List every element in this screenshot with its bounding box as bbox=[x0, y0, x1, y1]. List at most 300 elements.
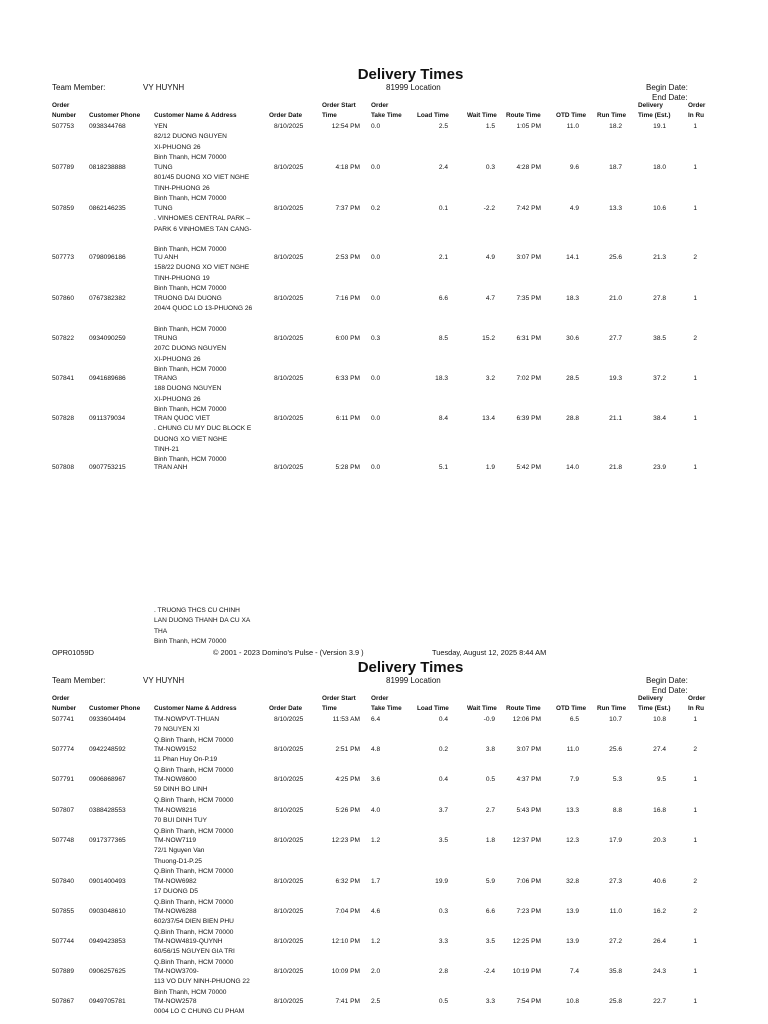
team-member-label-2: Team Member: bbox=[52, 676, 106, 685]
delivery-time: 9.5 bbox=[656, 776, 666, 783]
orders-in-run: 1 bbox=[693, 807, 697, 814]
col2-delivery-1: Delivery bbox=[638, 695, 663, 702]
order-number: 507791 bbox=[52, 776, 75, 783]
delivery-time: 27.8 bbox=[653, 295, 666, 302]
delivery-time: 22.7 bbox=[653, 998, 666, 1005]
col2-order-take-2: Take Time bbox=[371, 705, 402, 712]
orders-in-run: 1 bbox=[693, 123, 697, 130]
delivery-time: 24.3 bbox=[653, 968, 666, 975]
customer-name-address bbox=[154, 715, 233, 746]
customer-phone: 0933604494 bbox=[89, 716, 126, 723]
address-line: TUNG bbox=[154, 205, 173, 212]
customer-name-address bbox=[154, 775, 233, 806]
order-start-time: 4:25 PM bbox=[335, 776, 360, 783]
order-date: 8/10/2025 bbox=[274, 746, 304, 753]
otd-time: 18.3 bbox=[566, 295, 579, 302]
printed-timestamp: Tuesday, August 12, 2025 8:44 AM bbox=[432, 648, 547, 657]
customer-name-address bbox=[154, 997, 244, 1018]
col-otd-time: OTD Time bbox=[556, 112, 587, 119]
address-line: TU ANH bbox=[154, 254, 179, 261]
address-line: TM-NOW7119 bbox=[154, 837, 197, 844]
wait-time: 6.6 bbox=[485, 908, 495, 915]
wait-time: -2.4 bbox=[483, 968, 495, 975]
address-line: 188 DUONG NGUYEN bbox=[154, 385, 222, 393]
col-customer-name: Customer Name & Address bbox=[154, 112, 237, 119]
order-start-time: 2:53 PM bbox=[335, 254, 360, 261]
address-line: Q.Binh Thanh, HCM 70000 bbox=[154, 928, 234, 936]
route-time: 10:19 PM bbox=[512, 968, 541, 975]
wait-time: 1.8 bbox=[485, 837, 495, 844]
load-time: 0.2 bbox=[438, 746, 448, 753]
order-date: 8/10/2025 bbox=[274, 807, 304, 814]
order-start-time: 10:09 PM bbox=[331, 968, 360, 975]
order-start-time: 7:41 PM bbox=[335, 998, 360, 1005]
otd-time: 12.3 bbox=[566, 837, 579, 844]
route-time: 6:39 PM bbox=[516, 415, 541, 422]
run-time: 21.1 bbox=[609, 415, 622, 422]
report-title-2: Delivery Times bbox=[357, 659, 464, 676]
customer-phone: 0767382382 bbox=[89, 295, 126, 302]
copyright: © 2001 - 2023 Domino's Pulse - (Version 3.9 ) bbox=[213, 648, 364, 657]
address-line bbox=[154, 235, 251, 245]
col-order-start-2: Time bbox=[322, 112, 337, 119]
customer-name-address bbox=[154, 204, 251, 255]
address-line: 59 DINH BO LINH bbox=[154, 786, 208, 794]
order-start-time: 7:16 PM bbox=[335, 295, 360, 302]
continued-address bbox=[154, 606, 250, 647]
order-start-time: 6:11 PM bbox=[335, 415, 360, 422]
address-line: . CHUNG CU MY DUC BLOCK E bbox=[154, 425, 252, 433]
order-take-time: 1.2 bbox=[371, 837, 381, 844]
orders-in-run: 1 bbox=[693, 464, 697, 471]
col-order-take-2: Take Time bbox=[371, 112, 402, 119]
order-number: 507822 bbox=[52, 335, 75, 342]
customer-phone: 0934090259 bbox=[89, 335, 126, 342]
otd-time: 14.1 bbox=[566, 254, 579, 261]
wait-time: 4.7 bbox=[485, 295, 495, 302]
orders-in-run: 1 bbox=[693, 295, 697, 302]
load-time: 6.6 bbox=[438, 295, 448, 302]
address-line: XI-PHUONG 26 bbox=[154, 143, 201, 151]
route-time: 7:42 PM bbox=[516, 205, 541, 212]
address-line: Binh Thanh, HCM 70000 bbox=[154, 456, 227, 464]
order-date: 8/10/2025 bbox=[274, 254, 304, 261]
delivery-time: 40.6 bbox=[653, 878, 666, 885]
address-line: YEN bbox=[154, 123, 168, 130]
order-date: 8/10/2025 bbox=[274, 295, 304, 302]
address-line: Binh Thanh, HCM 70000 bbox=[154, 153, 227, 161]
run-time: 25.6 bbox=[609, 254, 622, 261]
address-line: TM-NOW8216 bbox=[154, 807, 197, 814]
route-time: 7:35 PM bbox=[516, 295, 541, 302]
col2-load-time: Load Time bbox=[417, 705, 449, 712]
order-start-time: 4:18 PM bbox=[335, 164, 360, 171]
end-date-label-2: End Date: bbox=[652, 686, 688, 695]
route-time: 4:28 PM bbox=[516, 164, 541, 171]
load-time: 5.1 bbox=[438, 464, 448, 471]
load-time: 0.1 bbox=[438, 205, 448, 212]
order-start-time: 6:33 PM bbox=[335, 375, 360, 382]
address-line: 602/37/54 DIEN BIEN PHU bbox=[154, 918, 234, 926]
otd-time: 13.3 bbox=[566, 807, 579, 814]
route-time: 5:42 PM bbox=[516, 464, 541, 471]
col-order-take-1: Order bbox=[371, 102, 389, 109]
order-start-time: 7:04 PM bbox=[335, 908, 360, 915]
order-date: 8/10/2025 bbox=[274, 464, 304, 471]
address-line: Q.Binh Thanh, HCM 70000 bbox=[154, 898, 234, 906]
col2-order-number-2: Number bbox=[52, 705, 77, 712]
order-date: 8/10/2025 bbox=[274, 968, 304, 975]
address-line: Thuong-D1-P.25 bbox=[154, 857, 202, 865]
run-time: 25.8 bbox=[609, 998, 622, 1005]
run-time: 25.6 bbox=[609, 746, 622, 753]
order-date: 8/10/2025 bbox=[274, 716, 304, 723]
orders-in-run: 1 bbox=[693, 205, 697, 212]
begin-date-label: Begin Date: bbox=[646, 83, 688, 92]
load-time: 3.7 bbox=[438, 807, 448, 814]
run-time: 18.2 bbox=[609, 123, 622, 130]
col-delivery-1: Delivery bbox=[638, 102, 663, 109]
col-run-time: Run Time bbox=[597, 112, 626, 119]
wait-time: 4.9 bbox=[485, 254, 495, 261]
order-take-time: 0.0 bbox=[371, 375, 381, 382]
customer-phone: 0942248592 bbox=[89, 746, 126, 753]
address-line: TM-NOWPVT-THUAN bbox=[154, 716, 220, 723]
address-line: 17 DUONG D5 bbox=[154, 888, 198, 896]
col2-otd-time: OTD Time bbox=[556, 705, 587, 712]
address-line: TM-NOW4819-QUYNH bbox=[154, 938, 223, 945]
order-take-time: 0.0 bbox=[371, 164, 381, 171]
run-time: 21.8 bbox=[609, 464, 622, 471]
orders-in-run: 1 bbox=[693, 415, 697, 422]
order-start-time: 12:23 PM bbox=[331, 837, 360, 844]
load-time: 8.4 bbox=[438, 415, 448, 422]
order-number: 507774 bbox=[52, 746, 75, 753]
otd-time: 6.5 bbox=[569, 716, 579, 723]
customer-phone: 0906257625 bbox=[89, 968, 126, 975]
address-line: Q.Binh Thanh, HCM 70000 bbox=[154, 796, 234, 804]
col2-customer-name: Customer Name & Address bbox=[154, 705, 237, 712]
address-line: TM-NOW6982 bbox=[154, 878, 197, 885]
address-line: Binh Thanh, HCM 70000 bbox=[154, 284, 227, 292]
address-line: Q.Binh Thanh, HCM 70000 bbox=[154, 827, 234, 835]
col-order-number-1: Order bbox=[52, 102, 70, 109]
address-line: 0004 LO C CHUNG CU PHAM bbox=[154, 1008, 245, 1016]
run-time: 13.3 bbox=[609, 205, 622, 212]
run-time: 21.0 bbox=[609, 295, 622, 302]
address-line: Binh Thanh, HCM 70000 bbox=[154, 365, 227, 373]
order-date: 8/10/2025 bbox=[274, 375, 304, 382]
col2-order-start-2: Time bbox=[322, 705, 337, 712]
customer-name-address bbox=[154, 967, 250, 998]
wait-time: 3.2 bbox=[485, 375, 495, 382]
order-take-time: 0.2 bbox=[371, 205, 381, 212]
orders-in-run: 2 bbox=[693, 746, 697, 753]
address-line: TM-NOW6288 bbox=[154, 908, 197, 915]
order-date: 8/10/2025 bbox=[274, 335, 304, 342]
address-line: . TRUONG THCS CU CHINH bbox=[154, 607, 240, 614]
address-line: Binh Thanh, HCM 70000 bbox=[154, 637, 227, 645]
order-take-time: 0.0 bbox=[371, 464, 381, 471]
wait-time: 15.2 bbox=[482, 335, 495, 342]
delivery-time: 37.2 bbox=[653, 375, 666, 382]
orders-in-run: 2 bbox=[693, 254, 697, 261]
col-order-number-2: Number bbox=[52, 112, 77, 119]
address-line: TRUNG bbox=[154, 335, 178, 342]
order-start-time: 6:00 PM bbox=[335, 335, 360, 342]
customer-name-address bbox=[154, 374, 226, 415]
customer-name-address bbox=[154, 877, 233, 908]
customer-phone: 0907753215 bbox=[89, 464, 126, 471]
team-member-label: Team Member: bbox=[52, 83, 106, 92]
otd-time: 13.9 bbox=[566, 938, 579, 945]
order-number: 507807 bbox=[52, 807, 75, 814]
run-time: 17.9 bbox=[609, 837, 622, 844]
address-line: 60/56/15 NGUYEN GIA TRI bbox=[154, 948, 235, 956]
customer-name-address bbox=[154, 745, 233, 776]
wait-time: 3.3 bbox=[485, 998, 495, 1005]
address-line: TM-NOW9152 bbox=[154, 746, 197, 753]
order-number: 507808 bbox=[52, 464, 75, 471]
customer-phone: 0949423853 bbox=[89, 938, 126, 945]
address-line: 207C DUONG NGUYEN bbox=[154, 345, 227, 353]
otd-time: 30.6 bbox=[566, 335, 579, 342]
wait-time: 0.3 bbox=[485, 164, 495, 171]
order-take-time: 6.4 bbox=[371, 716, 381, 723]
customer-name-address bbox=[154, 414, 251, 465]
col2-wait-time: Wait Time bbox=[467, 705, 497, 712]
otd-time: 28.5 bbox=[566, 375, 579, 382]
load-time: 0.4 bbox=[438, 716, 448, 723]
address-line: 204/4 QUOC LO 13-PHUONG 26 bbox=[154, 305, 253, 313]
order-take-time: 1.7 bbox=[371, 878, 381, 885]
address-line: 72/1 Nguyen Van bbox=[154, 847, 205, 855]
route-time: 7:54 PM bbox=[516, 998, 541, 1005]
address-line: TINH-PHUONG 19 bbox=[154, 274, 210, 282]
address-line: Q.Binh Thanh, HCM 70000 bbox=[154, 736, 234, 744]
order-start-time: 12:10 PM bbox=[331, 938, 360, 945]
address-line: THA bbox=[154, 627, 168, 635]
order-date: 8/10/2025 bbox=[274, 837, 304, 844]
customer-phone: 0798096186 bbox=[89, 254, 126, 261]
customer-name-address bbox=[154, 836, 233, 877]
address-line: . VINHOMES CENTRAL PARK – bbox=[154, 215, 250, 223]
report-title: Delivery Times bbox=[357, 66, 464, 83]
location-2: 81999 Location bbox=[386, 676, 441, 685]
load-time: 18.3 bbox=[435, 375, 448, 382]
customer-phone: 0938344768 bbox=[89, 123, 126, 130]
orders-in-run: 1 bbox=[693, 776, 697, 783]
wait-time: 3.8 bbox=[485, 746, 495, 753]
delivery-time: 18.0 bbox=[653, 164, 666, 171]
otd-time: 28.8 bbox=[566, 415, 579, 422]
order-date: 8/10/2025 bbox=[274, 205, 304, 212]
run-time: 8.8 bbox=[612, 807, 622, 814]
delivery-time: 19.1 bbox=[653, 123, 666, 130]
end-date-label: End Date: bbox=[652, 93, 688, 102]
address-line: 113 VO DUY NINH-PHUONG 22 bbox=[154, 978, 250, 986]
wait-time: 13.4 bbox=[482, 415, 495, 422]
customer-phone: 0906868967 bbox=[89, 776, 126, 783]
address-line: TINH-21 bbox=[154, 445, 179, 453]
load-time: 19.9 bbox=[435, 878, 448, 885]
delivery-time: 23.9 bbox=[653, 464, 666, 471]
route-time: 7:02 PM bbox=[516, 375, 541, 382]
col2-customer-phone: Customer Phone bbox=[89, 705, 141, 712]
delivery-time: 16.8 bbox=[653, 807, 666, 814]
col-in-run-2: In Ru bbox=[688, 112, 704, 119]
col2-in-run-1: Order bbox=[688, 695, 706, 702]
address-line: TM-NOW3709- bbox=[154, 968, 199, 975]
orders-in-run: 1 bbox=[693, 375, 697, 382]
wait-time: 1.9 bbox=[485, 464, 495, 471]
col2-delivery-2: Time (Est.) bbox=[638, 705, 671, 712]
customer-name-address bbox=[154, 334, 226, 375]
order-number: 507855 bbox=[52, 908, 75, 915]
customer-name-address bbox=[154, 163, 249, 204]
address-line: LAN DUONG THANH DA CU XA bbox=[154, 617, 251, 625]
customer-name-address bbox=[154, 937, 235, 968]
orders-in-run: 1 bbox=[693, 837, 697, 844]
address-line: TRUONG DAI DUONG bbox=[154, 295, 222, 302]
address-line: Q.Binh Thanh, HCM 70000 bbox=[154, 958, 234, 966]
order-number: 507753 bbox=[52, 123, 75, 130]
run-time: 27.3 bbox=[609, 878, 622, 885]
order-take-time: 3.6 bbox=[371, 776, 381, 783]
order-date: 8/10/2025 bbox=[274, 164, 304, 171]
route-time: 12:25 PM bbox=[512, 938, 541, 945]
route-time: 12:37 PM bbox=[512, 837, 541, 844]
wait-time: 2.7 bbox=[485, 807, 495, 814]
route-time: 3:07 PM bbox=[516, 746, 541, 753]
order-take-time: 0.0 bbox=[371, 415, 381, 422]
delivery-time: 10.6 bbox=[653, 205, 666, 212]
load-time: 8.5 bbox=[438, 335, 448, 342]
otd-time: 9.6 bbox=[569, 164, 579, 171]
address-line: 70 BUI DINH TUY bbox=[154, 817, 208, 825]
delivery-time: 38.5 bbox=[653, 335, 666, 342]
customer-name-address bbox=[154, 122, 227, 163]
orders-in-run: 2 bbox=[693, 878, 697, 885]
delivery-time: 21.3 bbox=[653, 254, 666, 261]
load-time: 2.5 bbox=[438, 123, 448, 130]
orders-in-run: 1 bbox=[693, 938, 697, 945]
team-member-name: VY HUYNH bbox=[143, 83, 185, 92]
order-number: 507744 bbox=[52, 938, 75, 945]
orders-in-run: 2 bbox=[693, 908, 697, 915]
order-number: 507748 bbox=[52, 837, 75, 844]
address-line: TRAN ANH bbox=[154, 464, 188, 471]
customer-phone: 0911379034 bbox=[89, 415, 126, 422]
run-time: 27.7 bbox=[609, 335, 622, 342]
delivery-time: 27.4 bbox=[653, 746, 666, 753]
address-line: 82/12 DUONG NGUYEN bbox=[154, 133, 227, 141]
order-start-time: 11:53 AM bbox=[332, 716, 360, 723]
load-time: 2.4 bbox=[438, 164, 448, 171]
otd-time: 10.8 bbox=[566, 998, 579, 1005]
load-time: 3.3 bbox=[438, 938, 448, 945]
order-number: 507867 bbox=[52, 998, 75, 1005]
run-time: 5.3 bbox=[612, 776, 622, 783]
route-time: 7:23 PM bbox=[516, 908, 541, 915]
delivery-time: 26.4 bbox=[653, 938, 666, 945]
otd-time: 13.9 bbox=[566, 908, 579, 915]
col2-route-time: Route Time bbox=[506, 705, 541, 712]
run-time: 18.7 bbox=[609, 164, 622, 171]
address-line: PARK 6 VINHOMES TAN CANG- bbox=[154, 225, 252, 233]
col2-order-start-1: Order Start bbox=[322, 695, 356, 702]
order-take-time: 4.6 bbox=[371, 908, 381, 915]
order-take-time: 0.0 bbox=[371, 295, 381, 302]
address-line: XI-PHUONG 26 bbox=[154, 395, 201, 403]
col-route-time: Route Time bbox=[506, 112, 541, 119]
address-line: Binh Thanh, HCM 70000 bbox=[154, 325, 227, 333]
load-time: 2.8 bbox=[438, 968, 448, 975]
order-take-time: 1.2 bbox=[371, 938, 381, 945]
address-line: Binh Thanh, HCM 70000 bbox=[154, 194, 227, 202]
route-time: 1:05 PM bbox=[516, 123, 541, 130]
address-line: Binh Thanh, HCM 70000 bbox=[154, 405, 227, 413]
run-time: 35.8 bbox=[609, 968, 622, 975]
otd-time: 11.0 bbox=[566, 746, 579, 753]
otd-time: 14.0 bbox=[566, 464, 579, 471]
route-time: 7:06 PM bbox=[516, 878, 541, 885]
order-take-time: 2.5 bbox=[371, 998, 381, 1005]
address-line bbox=[154, 315, 252, 325]
order-number: 507859 bbox=[52, 205, 75, 212]
col-in-run-1: Order bbox=[688, 102, 706, 109]
address-line: Binh Thanh, HCM 70000 bbox=[154, 988, 227, 996]
otd-time: 32.8 bbox=[566, 878, 579, 885]
route-time: 5:43 PM bbox=[516, 807, 541, 814]
wait-time: 3.5 bbox=[485, 938, 495, 945]
col-customer-phone: Customer Phone bbox=[89, 112, 141, 119]
order-start-time: 5:28 PM bbox=[335, 464, 360, 471]
col-load-time: Load Time bbox=[417, 112, 449, 119]
order-date: 8/10/2025 bbox=[274, 878, 304, 885]
address-line: TRANG bbox=[154, 375, 178, 382]
wait-time: 5.9 bbox=[485, 878, 495, 885]
orders-in-run: 1 bbox=[693, 998, 697, 1005]
order-take-time: 0.0 bbox=[371, 254, 381, 261]
order-take-time: 4.0 bbox=[371, 807, 381, 814]
wait-time: 0.5 bbox=[485, 776, 495, 783]
customer-phone: 0818238888 bbox=[89, 164, 126, 171]
delivery-time: 20.3 bbox=[653, 837, 666, 844]
customer-phone: 0949705781 bbox=[89, 998, 126, 1005]
run-time: 27.2 bbox=[609, 938, 622, 945]
run-time: 19.3 bbox=[609, 375, 622, 382]
address-line: XI-PHUONG 26 bbox=[154, 355, 201, 363]
wait-time: 1.5 bbox=[485, 123, 495, 130]
address-line: 11 Phan Huy On-P.19 bbox=[154, 756, 218, 764]
col-order-start-1: Order Start bbox=[322, 102, 356, 109]
customer-name-address bbox=[154, 463, 187, 473]
delivery-time: 16.2 bbox=[653, 908, 666, 915]
delivery-time: 38.4 bbox=[653, 415, 666, 422]
col-delivery-2: Time (Est.) bbox=[638, 112, 671, 119]
order-start-time: 7:37 PM bbox=[335, 205, 360, 212]
wait-time: -2.2 bbox=[483, 205, 495, 212]
team-member-name-2: VY HUYNH bbox=[143, 676, 185, 685]
route-time: 4:37 PM bbox=[516, 776, 541, 783]
order-take-time: 2.0 bbox=[371, 968, 381, 975]
col-order-date: Order Date bbox=[269, 112, 303, 119]
route-time: 12:06 PM bbox=[512, 716, 541, 723]
customer-name-address bbox=[154, 907, 234, 938]
report-id: OPR01059D bbox=[52, 648, 94, 657]
customer-phone: 0901400493 bbox=[89, 878, 126, 885]
